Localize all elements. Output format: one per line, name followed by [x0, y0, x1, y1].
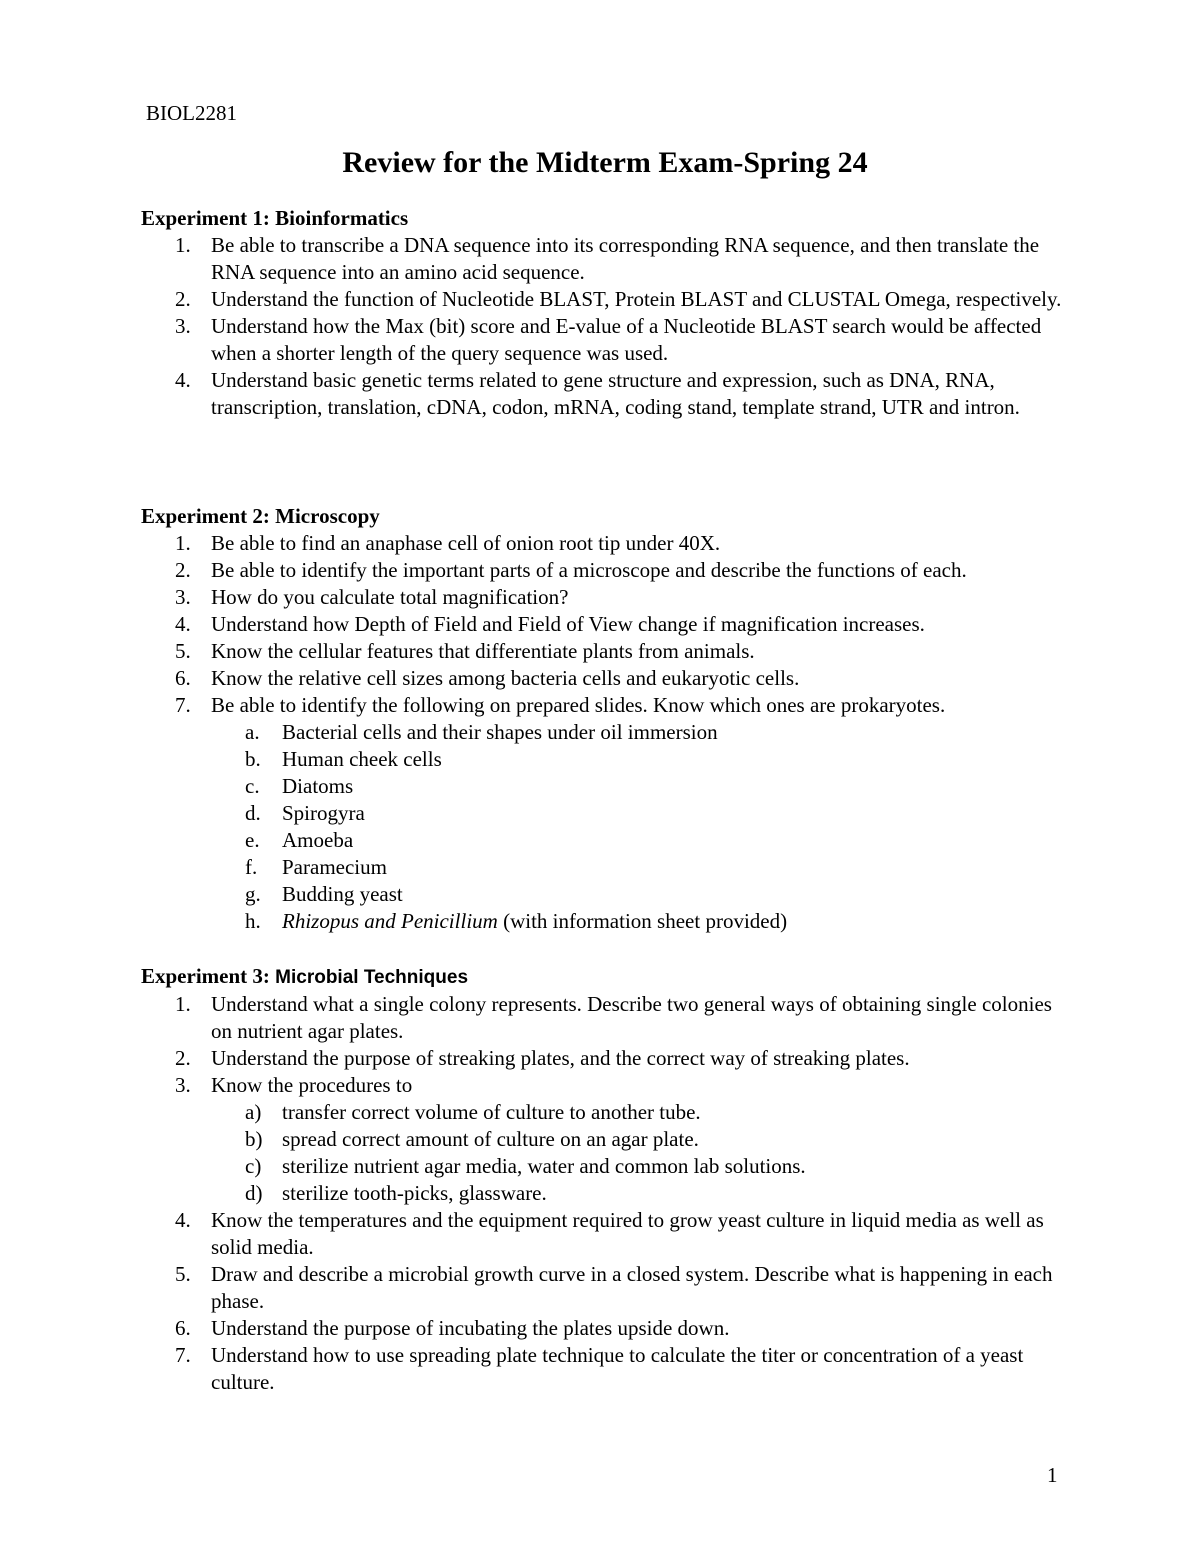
section-microscopy: [141, 503, 1071, 935]
list-item: 6. Know the relative cell sizes among bacteria cells and eukaryotic cells.: [175, 666, 800, 690]
list-item: 5. Know the cellular features that differentiate plants from animals.: [175, 639, 755, 663]
section-heading: Experiment 1: Bioinformatics: [141, 206, 409, 230]
section-heading: Experiment 3: Microbial Techniques: [141, 964, 469, 988]
list-item: 2. Be able to identify the important parts of a microscope and describe the functions of each.: [175, 558, 967, 582]
sub-list-item: d) sterilize tooth-picks, glassware.: [245, 1181, 547, 1205]
list-item: 4. Understand how Depth of Field and Field of View change if magnification increases.: [175, 612, 925, 636]
sub-list-item: a. Bacterial cells and their shapes under oil immersion: [245, 720, 718, 744]
sub-list-item: d. Spirogyra: [245, 801, 365, 825]
sub-list-item: e. Amoeba: [245, 828, 354, 852]
sub-list-item: c. Diatoms: [245, 774, 354, 798]
sub-list-item: g. Budding yeast: [245, 882, 403, 906]
section-heading: Experiment 2: Microscopy: [141, 504, 380, 528]
list-item: 1. Be able to transcribe a DNA sequence into its corresponding RNA sequence, and then translate the RNA sequence into an amino acid sequence.: [175, 233, 1040, 284]
sub-list-item: c) sterilize nutrient agar media, water and common lab solutions.: [245, 1154, 806, 1178]
list-item: 4. Understand basic genetic terms related to gene structure and expression, such as DNA, RNA, transcription, translation, cDNA, codon, mRNA, coding stand, template strand, UTR and intron.: [175, 368, 1020, 419]
course-code: BIOL2281: [146, 101, 237, 125]
list-item: 1. Be able to find an anaphase cell of onion root tip under 40X.: [175, 531, 721, 555]
item-list: [141, 530, 1071, 935]
page-title: Review for the Midterm Exam-Spring 24: [342, 146, 868, 179]
sub-list: [211, 1099, 1071, 1207]
list-item: 7. Be able to identify the following on prepared slides. Know which ones are prokaryotes. a. Bacterial cells and their shapes under oil immersion b. Human cheek cells c. Diatoms d. Spirogyra e. Amoeba f. Paramecium g. Budding yeast h. Rhizopus and Penicillium (with information sheet provided): [141, 692, 1071, 935]
page-number: 1: [1047, 1463, 1058, 1487]
item-list: [141, 232, 1071, 421]
list-item: 5. Draw and describe a microbial growth curve in a closed system. Describe what is happening in each phase.: [175, 1262, 1053, 1313]
section-microbial-techniques: [141, 963, 1071, 1396]
list-item: 3. How do you calculate total magnification?: [175, 585, 569, 609]
list-item: 4. Know the temperatures and the equipment required to grow yeast culture in liquid media as well as solid media.: [175, 1208, 1044, 1259]
list-item: 6. Understand the purpose of incubating the plates upside down.: [175, 1316, 730, 1340]
sub-list: [211, 719, 1071, 935]
sub-list-item: a) transfer correct volume of culture to another tube.: [245, 1100, 701, 1124]
section-bioinformatics: [141, 205, 1071, 421]
list-item: 3. Know the procedures to a) transfer correct volume of culture to another tube. b) spread correct amount of culture on an agar plate. c) sterilize nutrient agar media, water and common lab solutions. d) sterilize tooth-picks, glassware.: [141, 1072, 1071, 1207]
item-list: [141, 991, 1071, 1396]
list-item: 3. Understand how the Max (bit) score and E-value of a Nucleotide BLAST search would be affected when a shorter length of the query sequence was used.: [175, 314, 1042, 365]
sub-list-item: b) spread correct amount of culture on an agar plate.: [245, 1127, 699, 1151]
sub-list-item: f. Paramecium: [245, 855, 387, 879]
list-item: 2. Understand the purpose of streaking plates, and the correct way of streaking plates.: [175, 1046, 910, 1070]
sub-list-item: h. Rhizopus and Penicillium (with information sheet provided): [245, 909, 788, 933]
list-item: 1. Understand what a single colony represents. Describe two general ways of obtaining single colonies on nutrient agar plates.: [175, 992, 1052, 1043]
list-item: 7. Understand how to use spreading plate technique to calculate the titer or concentration of a yeast culture.: [175, 1343, 1024, 1394]
sub-list-item: b. Human cheek cells: [245, 747, 442, 771]
list-item: 2. Understand the function of Nucleotide BLAST, Protein BLAST and CLUSTAL Omega, respectively.: [175, 287, 1062, 311]
